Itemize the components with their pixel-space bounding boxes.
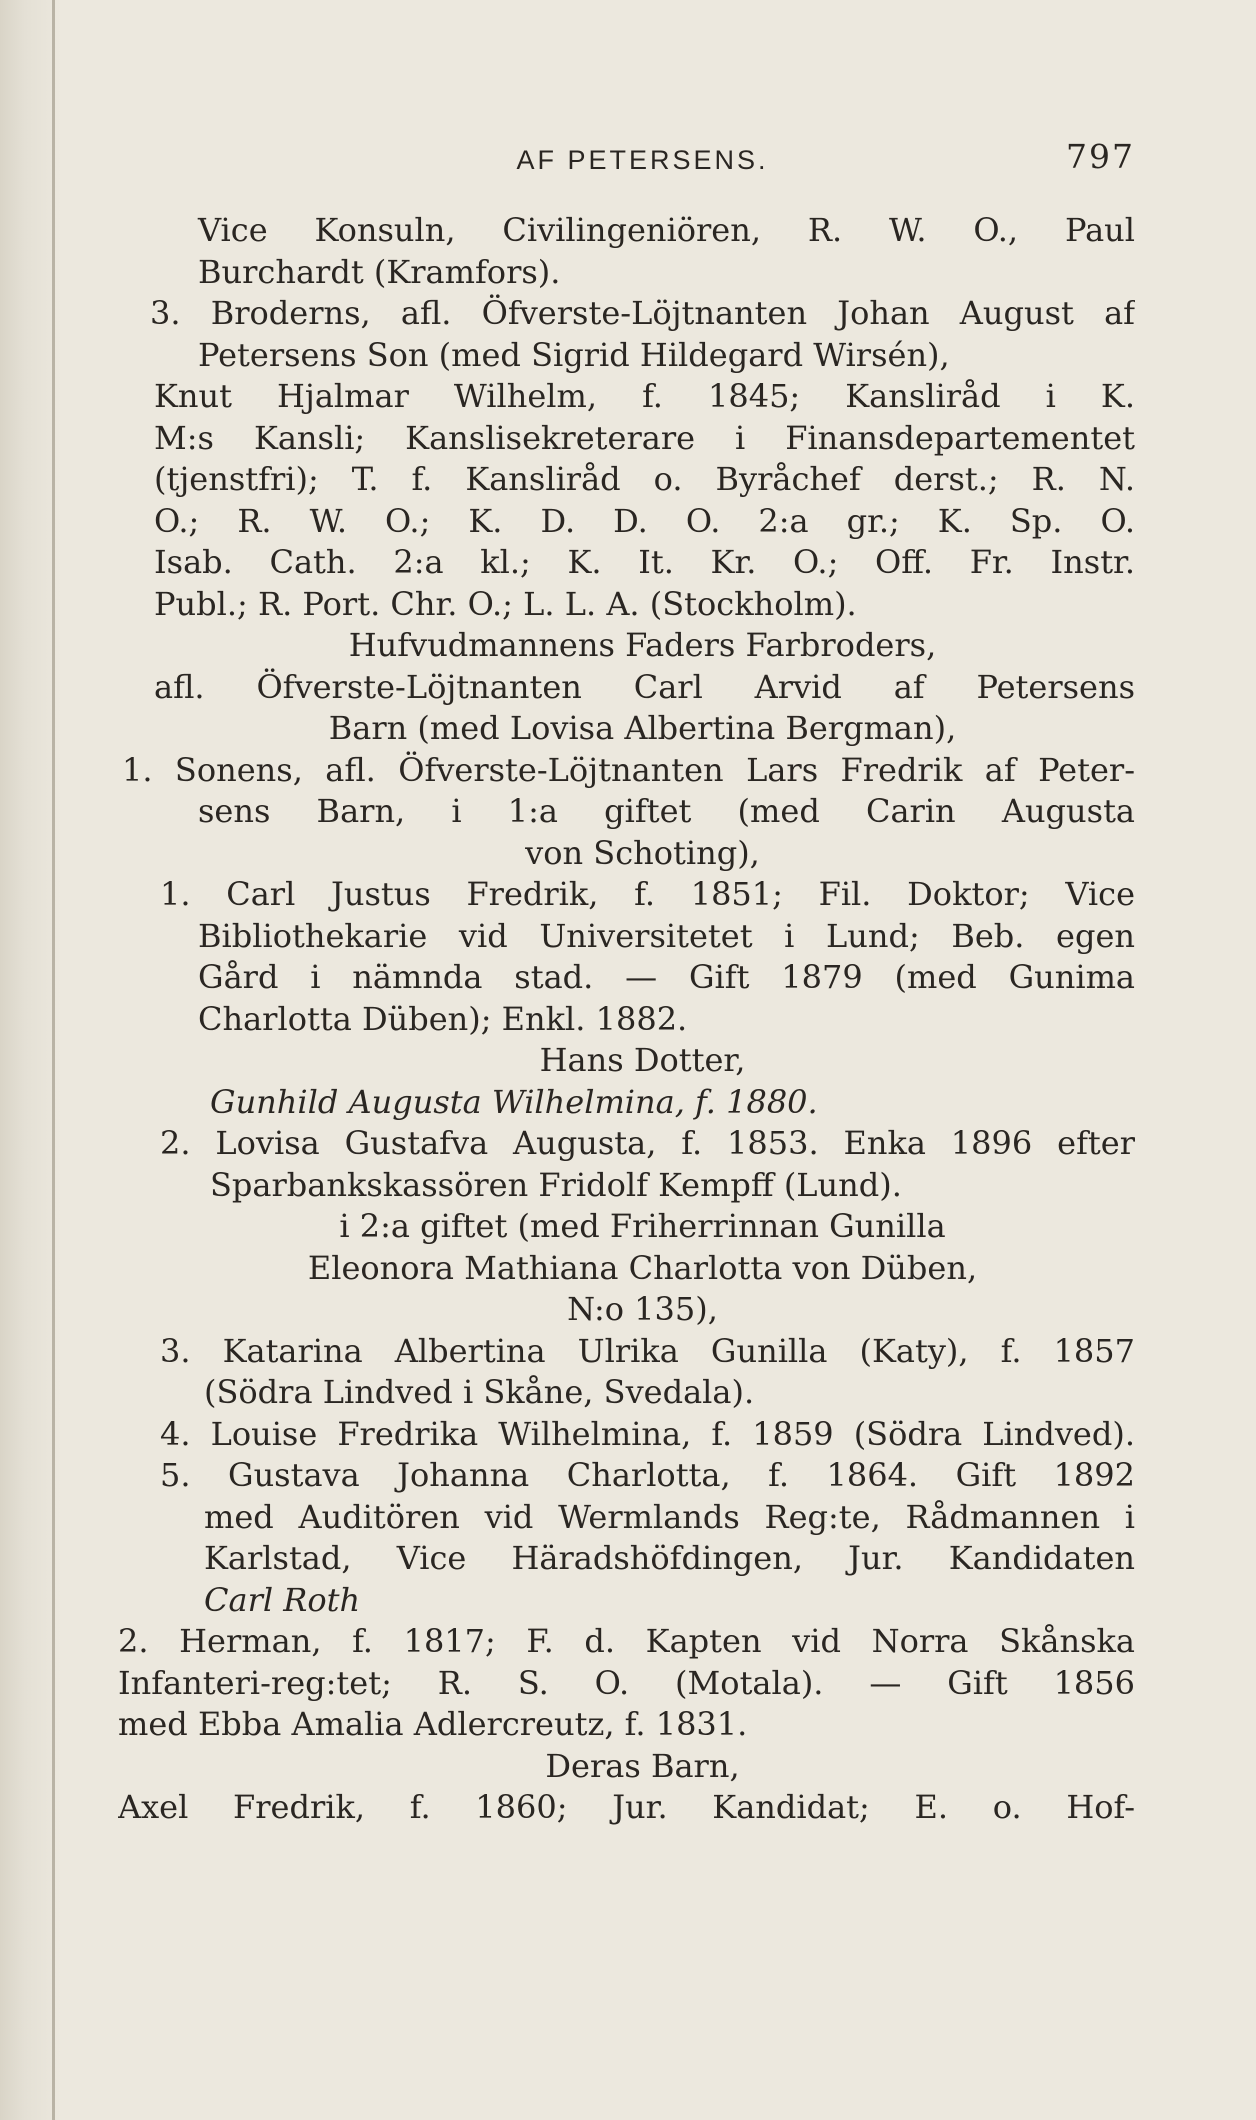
- text-line: Carl Roth: [204, 1580, 361, 1619]
- text-line: O.; R. W. O.; K. D. D. O. 2:a gr.; K. Sp. O.: [154, 501, 1135, 540]
- text-line: afl. Öfverste-Löjtnanten Carl Arvid af Petersens: [154, 667, 1135, 706]
- text-line: Gård i nämnda stad. — Gift 1879 (med Gunima: [198, 958, 1135, 996]
- text-line: Publ.; R. Port. Chr. O.; L. L. A. (Stockholm).: [154, 584, 857, 623]
- text-line: 4. Louise Fredrika Wilhelmina, f. 1859 (Södra Lindved).: [160, 1414, 1135, 1453]
- text-line: Knut Hjalmar Wilhelm, f. 1845; Kansliråd i K.: [154, 377, 1135, 415]
- text-line: 1. Sonens, afl. Öfverste-Löjtnanten Lars Fredrik af Peter-: [122, 750, 1135, 789]
- text-line: sens Barn, i 1:a giftet (med Carin Augusta: [198, 792, 1135, 830]
- text-line: Isab. Cath. 2:a kl.; K. It. Kr. O.; Off. Fr. Instr.: [154, 543, 1135, 581]
- text-line: 1. Carl Justus Fredrik, f. 1851; Fil. Doktor; Vice: [160, 875, 1135, 913]
- page-header: [150, 126, 1135, 188]
- text-line: 3. Broderns, afl. Öfverste-Löjtnanten Johan August af: [150, 294, 1135, 332]
- gutter-edge: [52, 0, 55, 2120]
- section-heading: Deras Barn,: [545, 1746, 740, 1785]
- running-head: AF PETERSENS.: [516, 145, 769, 175]
- text-line: Karlstad, Vice Häradshöfdingen, Jur. Kandidaten: [204, 1539, 1135, 1577]
- text-line: Burchardt (Kramfors).: [198, 252, 561, 291]
- text-line: 5. Gustava Johanna Charlotta, f. 1864. Gift 1892: [160, 1456, 1135, 1494]
- text-line: Bibliothekarie vid Universitetet i Lund; Beb. egen: [198, 916, 1135, 955]
- text-line: Infanteri-reg:tet; R. S. O. (Motala). — Gift 1856: [118, 1663, 1135, 1702]
- page-number: 797: [1066, 137, 1135, 176]
- text-line: 2. Herman, f. 1817; F. d. Kapten vid Norra Skånska: [118, 1622, 1135, 1660]
- text-line: Eleonora Mathiana Charlotta von Düben,: [307, 1248, 978, 1287]
- text-line: Axel Fredrik, f. 1860; Jur. Kandidat; E. o. Hof-: [118, 1788, 1135, 1826]
- text-line: M:s Kansli; Kanslisekreterare i Finansdepartementet: [154, 418, 1135, 457]
- text-line: 2. Lovisa Gustafva Augusta, f. 1853. Enka 1896 efter: [160, 1124, 1135, 1162]
- section-heading: Hufvudmannens Faders Farbroders,: [348, 626, 937, 664]
- text-line: Sparbankskassören Fridolf Kempff (Lund).: [210, 1165, 902, 1204]
- text-line: med Ebba Amalia Adlercreutz, f. 1831.: [118, 1705, 748, 1743]
- text-line: Barn (med Lovisa Albertina Bergman),: [328, 709, 957, 747]
- text-line: Gunhild Augusta Wilhelmina, f. 1880.: [210, 1082, 818, 1121]
- text-line: med Auditören vid Wermlands Reg:te, Rådmannen i: [204, 1497, 1135, 1536]
- book-page: [118, 126, 1135, 1829]
- section-heading: Hans Dotter,: [539, 1041, 746, 1079]
- text-line: i 2:a giftet (med Friherrinnan Gunilla: [339, 1207, 946, 1245]
- text-line: Charlotta Düben); Enkl. 1882.: [198, 999, 688, 1038]
- text-line: Petersens Son (med Sigrid Hildegard Wirsén),: [198, 335, 950, 374]
- text-line: Vice Konsuln, Civilingeniören, R. W. O., Paul: [198, 211, 1135, 249]
- text-line: N:o 135),: [567, 1290, 718, 1328]
- text-line: von Schoting),: [525, 833, 760, 872]
- text-line: (tjenstfri); T. f. Kansliråd o. Byråchef derst.; R. N.: [154, 460, 1135, 498]
- text-line: 3. Katarina Albertina Ulrika Gunilla (Katy), f. 1857: [160, 1331, 1135, 1370]
- text-line: (Södra Lindved i Skåne, Svedala).: [204, 1373, 755, 1411]
